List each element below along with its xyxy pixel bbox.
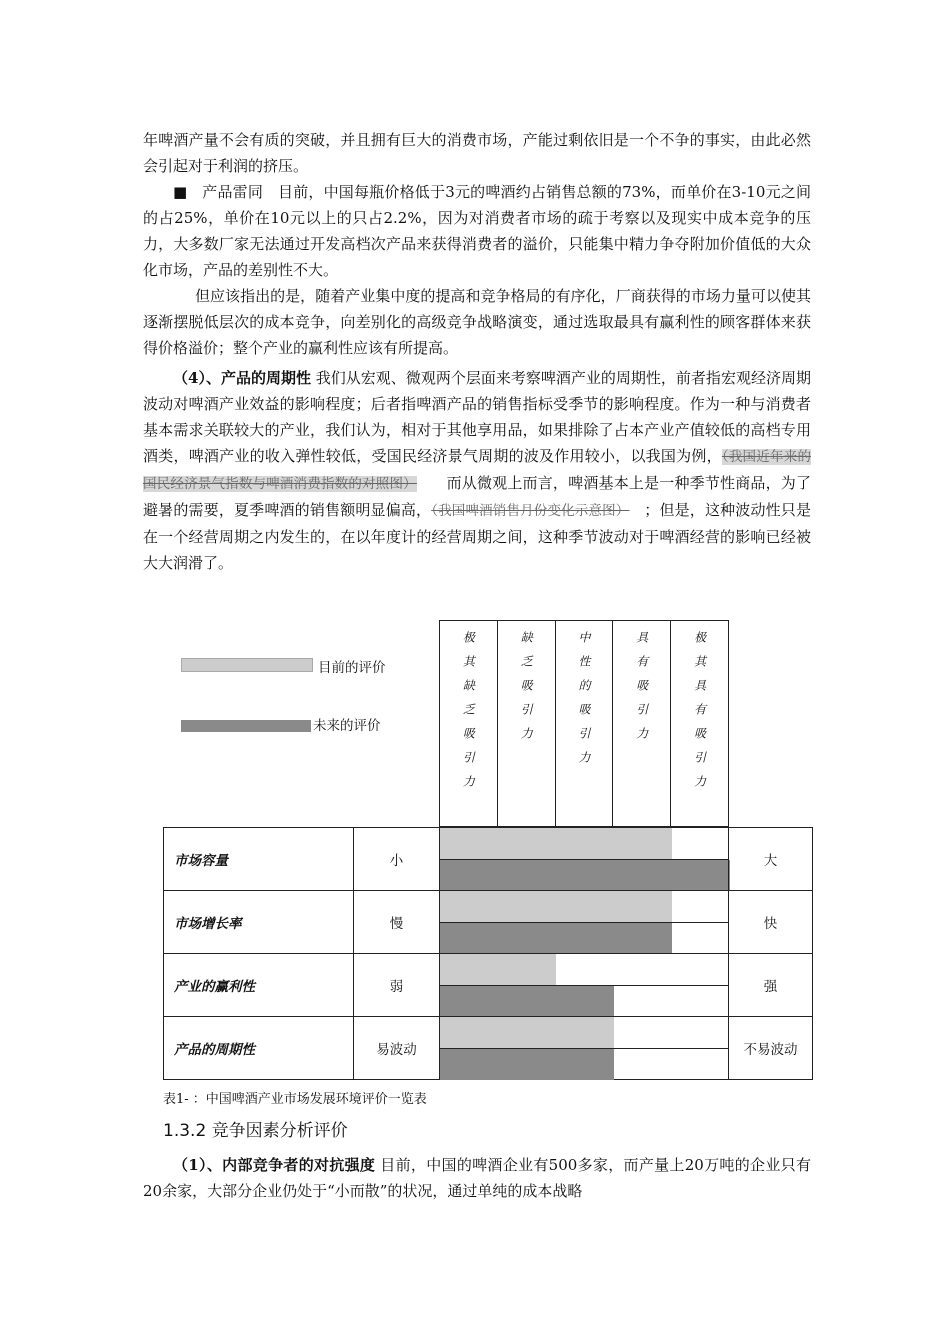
bar-future [440, 986, 614, 1017]
scale-header-cell [671, 621, 729, 827]
paragraph-text: 目前，中国每瓶价格低于3元的啤酒约占销售总额的73%，而单价在3-10元之间的占25%，单价在10元以上的只占2.2%，因为对消费者市场的疏于考察以及现实中成本竞争的压力，大多数厂家无法通过开发高档次产品来获得消费者的溢价，只能集中精力争夺附加价值低的大众化市场，产品的差别性不大。 [143, 183, 811, 279]
high-end-label: 不易波动 [728, 1016, 813, 1080]
bar-future [440, 923, 672, 954]
bar-future [440, 1049, 614, 1080]
deleted-figure-reference: （我国近年来的国民经济景气指数与啤酒消费指数的对照图） [143, 449, 811, 492]
section-heading: 1.3.2 竞争因素分析评价 [163, 1121, 348, 1141]
bar-cell [439, 827, 729, 891]
row-label: 市场增长率 [163, 890, 354, 954]
legend-label-current: 目前的评价 [318, 660, 386, 676]
paragraph-lead: （4）、产品的周期性 [173, 369, 311, 387]
bar-cell [439, 953, 729, 1017]
paragraph-outlook [143, 283, 811, 361]
scale-header-cell [440, 621, 498, 827]
scale-header-text: 极其缺乏吸引力 [461, 631, 476, 799]
table-row [163, 1016, 813, 1080]
scale-header-cell [555, 621, 613, 827]
paragraph-overcapacity [143, 127, 811, 179]
bar-current [440, 954, 556, 985]
paragraph-text: 年啤酒产量不会有质的突破，并且拥有巨大的消费市场，产能过剩依旧是一个不争的事实，由此必然会引起对于利润的挤压。 [143, 131, 811, 175]
scale-header-cell [497, 621, 555, 827]
paragraph-text: ；但是，这种波动性只是在一个经营周期之内发生的，在以年度计的经营周期之间，这种季节波动对于啤酒经营的影响已经被大大润滑了。 [143, 501, 811, 572]
table-row [163, 827, 813, 891]
paragraph-text: 而从微观上而言，啤酒基本上是一种季节性商品，为了避暑的需要，夏季啤酒的销售额明显偏高， [143, 474, 811, 519]
low-end-label: 小 [353, 827, 440, 891]
table-row [163, 953, 813, 1017]
paragraph-lead: 产品雷同 [202, 183, 264, 201]
row-label: 产业的赢利性 [163, 953, 354, 1017]
bar-cell [439, 890, 729, 954]
paragraph-internal-competition [143, 1152, 811, 1204]
scale-header-cell [613, 621, 671, 827]
scale-header-text: 极其具有吸引力 [692, 631, 707, 799]
scale-header-text: 具有吸引力 [634, 631, 649, 751]
bar-current [440, 828, 672, 859]
low-end-label: 易波动 [353, 1016, 440, 1080]
high-end-label: 快 [728, 890, 813, 954]
scale-header-table [439, 620, 729, 827]
table-caption: 表1- ：中国啤酒产业市场发展环境评价一览表 [163, 1092, 427, 1107]
legend-swatch-current [181, 658, 313, 672]
scale-header-text: 中性的吸引力 [576, 631, 591, 775]
paragraph-text: 但应该指出的是，随着产业集中度的提高和竞争格局的有序化，厂商获得的市场力量可以使其逐渐摆脱低层次的成本竞争，向差别化的高级竞争战略演变，通过选取最具有赢利性的顾客群体来获得价格溢价；整个产业的赢利性应该有所提高。 [143, 287, 811, 357]
row-label: 市场容量 [163, 827, 354, 891]
paragraph-text: 目前，中国的啤酒企业有500多家，而产量上20万吨的企业只有20余家，大部分企业仍处于“小而散”的状况，通过单纯的成本战略 [143, 1156, 811, 1200]
legend-label-future: 未来的评价 [313, 718, 381, 734]
low-end-label: 弱 [353, 953, 440, 1017]
bar-divider [440, 922, 728, 923]
paragraph-lead: （1）、内部竞争者的对抗强度 [173, 1156, 376, 1174]
row-label: 产品的周期性 [163, 1016, 354, 1080]
high-end-label: 强 [728, 953, 813, 1017]
low-end-label: 慢 [353, 890, 440, 954]
bullet-square-icon: ■ [173, 183, 188, 201]
high-end-label: 大 [728, 827, 813, 891]
scale-header-text: 缺乏吸引力 [519, 631, 534, 751]
paragraph-cyclicality [143, 365, 811, 576]
bar-cell [439, 1016, 729, 1080]
paragraph-text: 我们从宏观、微观两个层面来考察啤酒产业的周期性，前者指宏观经济周期波动对啤酒产业效益的影响程度；后者指啤酒产品的销售指标受季节的影响程度。作为一种与消费者基本需求关联较大的产业，我们认为，相对于其他享用品，如果排除了占本产业产值较低的高档专用酒类，啤酒产业的收入弹性较低，受国民经济景气周期的波及作用较小，以我国为例， [143, 369, 811, 465]
deleted-figure-reference: （我国啤酒销售月份变化示意图） [431, 503, 630, 519]
paragraph-product-similarity [143, 179, 811, 283]
bar-divider [440, 859, 728, 860]
bar-divider [440, 1048, 728, 1049]
bar-divider [440, 985, 728, 986]
bar-current [440, 891, 672, 922]
bar-current [440, 1017, 614, 1048]
bar-future [440, 860, 730, 891]
legend-swatch-future [181, 720, 311, 732]
table-row [163, 890, 813, 954]
